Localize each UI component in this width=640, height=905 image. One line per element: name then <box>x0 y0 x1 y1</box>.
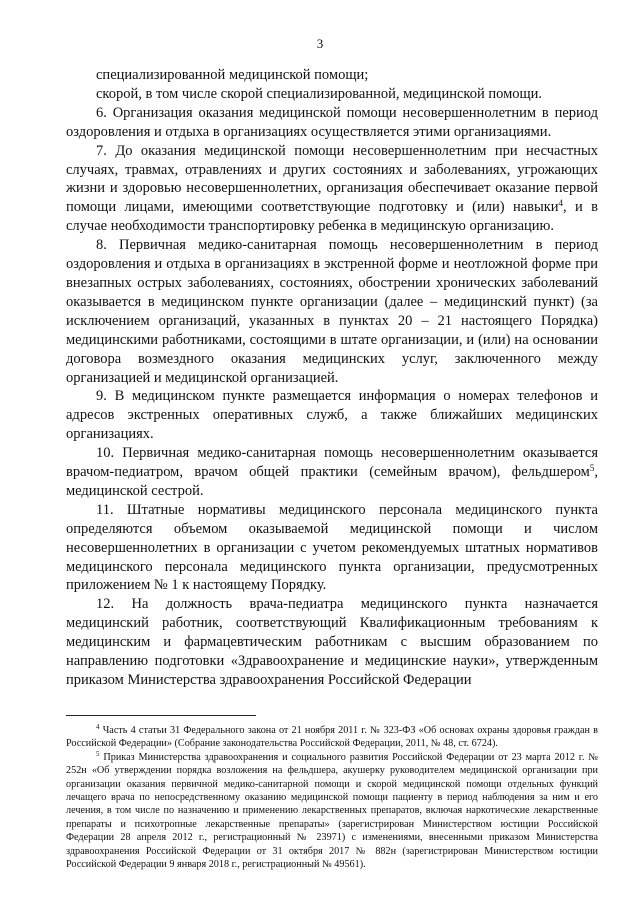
paragraph: специализированной медицинской помощи; <box>96 67 369 83</box>
page-number: 3 <box>316 36 324 51</box>
footnote-mark: 5 <box>96 749 100 758</box>
footnote-ref[interactable]: 4 <box>558 198 564 209</box>
footnote-ref[interactable]: 5 <box>589 463 595 474</box>
paragraph: скорой, в том числе скорой специализированной, медицинской помощи. <box>96 85 543 102</box>
footnote: $^5$ Приказ Министерства здравоохранения и социального развития Российской Федерации от 23 марта 2012 г. № 252н «Об утверждении порядка возложения на фельдшера, акушерку руководителем медицинской организации при организации оказания первичной медико-санитарной помощи и скорой медицинской помощи отдельных функций лечащего врача по непосредственному оказанию медицинской помощи пациенту в период наблюдения за ним и его лечения, в том числе по назначению и применению лекарственных препаратов, включая наркотические лекарственные препараты и психотропные лекарственные препараты» (зарегистрирован Министерством юстиции Российской Федерации 28 апреля 2012 г., регистрационный № 23971) с изменениями, внесенными приказом Министерства здравоохранения Российской Федерации от 31 октября 2017 № 882н (зарегистрирован Министерством юстиции Российской Федерации 9 января 2018 г., регистрационный № 49561). <box>66 749 598 871</box>
paragraph-9: 9. В медицинском пункте размещается информация о номерах телефонов и адресов экстренных оперативных служб, а также ближайших медицинских организациях. <box>66 388 598 443</box>
paragraph-8: 8. Первичная медико-санитарная помощь несовершеннолетним в период оздоровления и отдыха в организациях в экстренной форме и неотложной форме при внезапных острых заболеваниях, состояниях, обострении хронических заболеваний оказывается в медицинском пункте организации (далее – медицинский пункт) (за исключением организаций, указанных в пунктах 20 – 21 настоящего Порядка) медицинскими работниками, состоящими в штате организации, и (или) на основании договора возмездного оказания медицинских услуг, заключенного между организацией и медицинской организацией. <box>66 237 598 386</box>
paragraph-10: 10. Первичная медико-санитарная помощь несовершеннолетним оказывается врачом-педиатром, врачом общей практики (семейным врачом), фельдшером$^5$, медицинской сестрой. <box>66 445 598 499</box>
body-text <box>66 66 598 690</box>
paragraph-11: 11. Штатные нормативы медицинского персонала медицинского пункта определяются объемом оказываемой медицинской помощи и числом несовершеннолетних в организации с учетом рекомендуемых штатных нормативов медицинского персонала медицинского пункта организации, предусмотренных приложением № 1 к настоящему Порядку. <box>66 501 598 594</box>
footnote-mark: 4 <box>96 723 100 731</box>
paragraph-12: 12. На должность врача-педиатра медицинского пункта назначается медицинский работник, соответствующий Квалификационным требованиям к медицинским и фармацевтическим работникам с высшим образованием по направлению подготовки «Здравоохранение и медицинские науки», утвержденным приказом Министерства здравоохранения Российской Федерации <box>66 596 598 688</box>
footnote-divider <box>66 715 256 716</box>
footnotes <box>66 724 598 871</box>
paragraph-6: 6. Организация оказания медицинской помощи несовершеннолетним в период оздоровления и отдыха в организациях осуществляется этими организациями. <box>66 104 598 140</box>
paragraph-7: 7. До оказания медицинской помощи несовершеннолетним при несчастных случаях, травмах, отравлениях и других состояниях и заболеваниях, угрожающих жизни и здоровью несовершеннолетних, организация обеспечивает оказание первой помощи лицами, имеющими соответствующие подготовку и (или) навыки$^4$, и в случае необходимости транспортировку ребенка в медицинскую организацию. <box>66 142 598 235</box>
footnote: $^4$ Часть 4 статьи 31 Федерального закона от 21 ноября 2011 г. № 323-ФЗ «Об основах охраны здоровья граждан в Российской Федерации» (Собрание законодательства Российской Федерации, 2011, № 48, ст. 6724). <box>66 723 598 750</box>
